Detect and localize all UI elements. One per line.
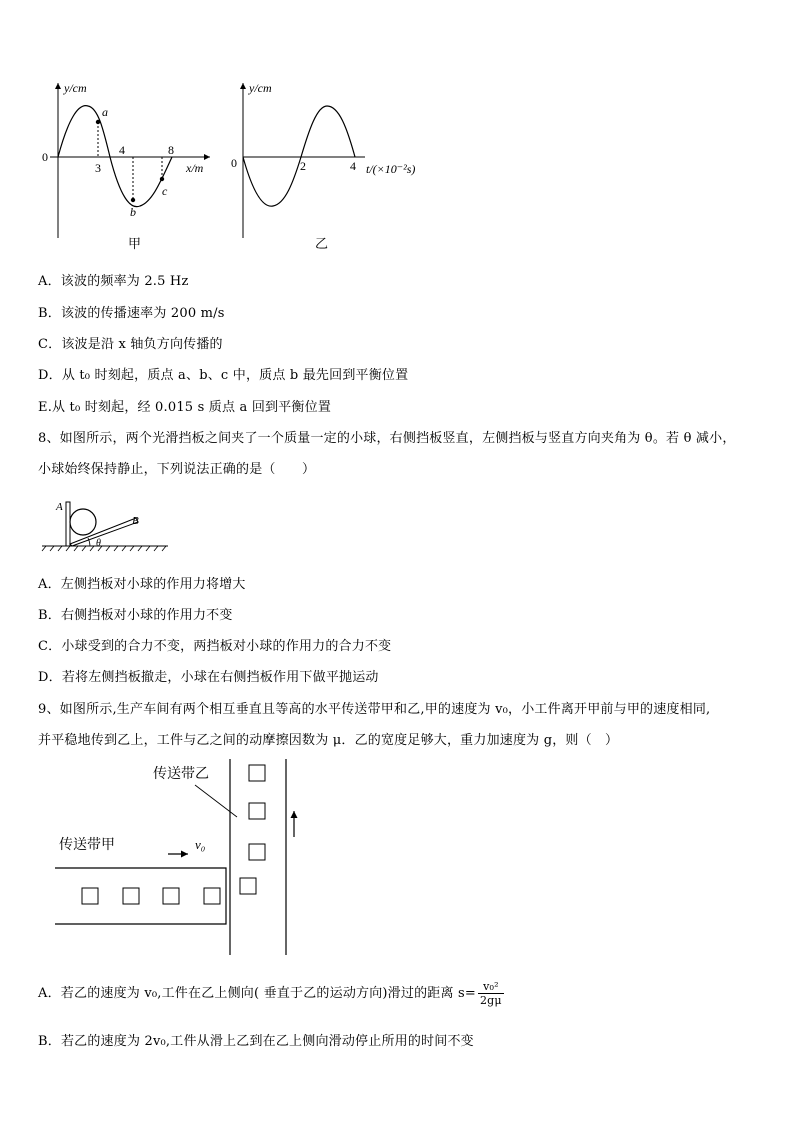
point-a xyxy=(96,120,100,124)
q7-option-b: B．该波的传播速率为 200 m/s xyxy=(38,306,225,321)
tick-4: 4 xyxy=(119,143,125,157)
q8-option-c: C．小球受到的合力不变，两挡板对小球的作用力的合力不变 xyxy=(38,639,392,654)
point-b xyxy=(131,198,135,202)
label-a: a xyxy=(102,105,108,119)
q7-option-e: E.从 t₀ 时刻起，经 0.015 s 质点 a 回到平衡位置 xyxy=(38,400,332,415)
x-label: x/m xyxy=(186,161,204,175)
tick-8: 8 xyxy=(168,143,174,157)
workpiece xyxy=(249,765,265,781)
label-B: B xyxy=(132,515,139,527)
tick-3: 3 xyxy=(95,161,101,175)
belt-jia-outline xyxy=(55,868,226,924)
y-label: y/cm xyxy=(249,81,272,95)
belt-jia-label: 传送带甲 xyxy=(59,838,115,853)
q9-stem-line1: 9、如图所示,生产车间有两个相互垂直且等高的水平传送带甲和乙,甲的速度为 v₀，小工件离开甲前与甲的速度相同, xyxy=(38,702,711,717)
fraction-denominator: 2gμ xyxy=(479,994,502,1007)
q9-stem-line2: 并平稳地传到乙上，工件与乙之间的动摩擦因数为 μ．乙的宽度足够大，重力加速度为 g，则（ ） xyxy=(38,733,619,748)
q8-option-b: B．右侧挡板对小球的作用力不变 xyxy=(38,608,233,623)
vibration-curve xyxy=(243,106,355,206)
wave-graph-jia xyxy=(40,78,220,253)
q7-option-a: A．该波的频率为 2.5 Hz xyxy=(38,274,189,289)
label-b: b xyxy=(130,205,136,219)
q7-option-c: C．该波是沿 x 轴负方向传播的 xyxy=(38,337,223,352)
tick-2: 2 xyxy=(300,159,306,173)
origin: 0 xyxy=(231,156,237,170)
workpiece xyxy=(123,888,139,904)
q8-figure xyxy=(40,494,170,554)
fraction-numerator: v₀² xyxy=(478,980,504,994)
workpiece xyxy=(204,888,220,904)
q9-option-b: B．若乙的速度为 2v₀,工件从滑上乙到在乙上侧向滑动停止所用的时间不变 xyxy=(38,1034,474,1049)
workpiece xyxy=(240,878,256,894)
q8-option-a: A．左侧挡板对小球的作用力将增大 xyxy=(38,577,246,592)
q9-figure xyxy=(55,757,330,957)
caption-jia: 甲 xyxy=(128,236,142,251)
workpiece xyxy=(249,844,265,860)
v0-label: v₀ xyxy=(195,837,206,852)
q8-stem-line2: 小球始终保持静止，下列说法正确的是（ ） xyxy=(38,462,316,477)
label-theta: θ xyxy=(96,538,101,549)
wave-curve xyxy=(58,106,172,207)
q9-option-a-text: A．若乙的速度为 v₀,工件在乙上侧向( 垂直于乙的运动方向)滑过的距离 s= xyxy=(38,986,476,1001)
workpiece xyxy=(82,888,98,904)
workpiece xyxy=(249,803,265,819)
distance-fraction xyxy=(478,980,504,1007)
point-c xyxy=(160,177,164,181)
q8-option-d: D．若将左侧挡板撤走，小球在右侧挡板作用下做平抛运动 xyxy=(38,670,379,685)
ground-hatch xyxy=(42,546,166,551)
belt-yi-leader xyxy=(195,785,237,817)
plate-a xyxy=(66,502,70,546)
label-c: c xyxy=(162,184,168,198)
label-A: A xyxy=(56,501,63,513)
tick-4: 4 xyxy=(350,159,356,173)
workpiece xyxy=(163,888,179,904)
origin: 0 xyxy=(42,150,48,164)
q7-option-d: D．从 t₀ 时刻起，质点 a、b、c 中，质点 b 最先回到平衡位置 xyxy=(38,368,409,383)
wave-graph-yi xyxy=(225,78,440,253)
caption-yi: 乙 xyxy=(315,236,329,251)
t-label: t/(×10⁻²s) xyxy=(366,162,416,176)
y-label: y/cm xyxy=(64,81,87,95)
q9-option-a xyxy=(38,980,504,1007)
q8-stem-line1: 8、如图所示，两个光滑挡板之间夹了一个质量一定的小球，右侧挡板竖直，左侧挡板与竖直方向夹角为 θ。若 θ 减小， xyxy=(38,431,736,446)
belt-yi-label: 传送带乙 xyxy=(153,767,209,782)
ball xyxy=(70,509,96,535)
